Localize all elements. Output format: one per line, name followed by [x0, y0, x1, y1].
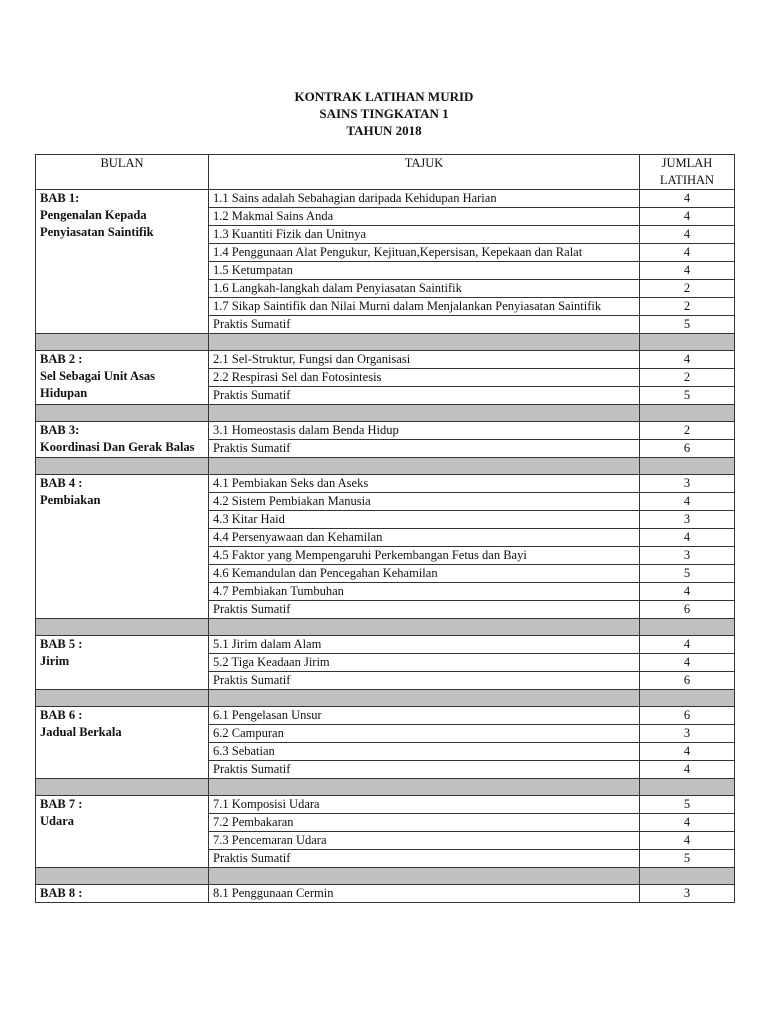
topic-cell: 5.1 Jirim dalam Alam	[209, 636, 640, 654]
separator-cell	[36, 779, 209, 796]
separator-cell	[36, 458, 209, 475]
separator-cell	[209, 405, 640, 422]
exercise-count-cell: 6	[640, 440, 735, 458]
exercise-count-cell: 2	[640, 298, 735, 316]
topic-cell: 4.4 Persenyawaan dan Kehamilan	[209, 529, 640, 547]
topic-cell: Praktis Sumatif	[209, 316, 640, 334]
separator-cell	[640, 405, 735, 422]
separator-cell	[209, 868, 640, 885]
chapter-code: BAB 2 :	[40, 352, 83, 366]
topic-cell: 7.1 Komposisi Udara	[209, 796, 640, 814]
separator-row	[36, 619, 735, 636]
chapter-code: BAB 8 :	[40, 886, 83, 900]
separator-row	[36, 868, 735, 885]
exercise-count-cell: 4	[640, 190, 735, 208]
separator-cell	[640, 779, 735, 796]
exercise-count-cell: 4	[640, 262, 735, 280]
chapter-cell	[36, 796, 209, 868]
table-row	[36, 422, 735, 440]
header-jumlah-line-1: JUMLAH	[661, 156, 713, 170]
table-body	[36, 190, 735, 903]
separator-cell	[209, 458, 640, 475]
header-bulan: BULAN	[36, 155, 209, 190]
separator-cell	[640, 458, 735, 475]
title-line-1: KONTRAK LATIHAN MURID	[294, 89, 474, 104]
topic-cell: 1.3 Kuantiti Fizik dan Unitnya	[209, 226, 640, 244]
topic-cell: 4.3 Kitar Haid	[209, 511, 640, 529]
separator-row	[36, 405, 735, 422]
chapter-name: Koordinasi Dan Gerak Balas	[40, 440, 195, 454]
separator-row	[36, 779, 735, 796]
table-header-row	[36, 155, 735, 190]
exercise-count-cell: 5	[640, 316, 735, 334]
exercise-count-cell: 4	[640, 208, 735, 226]
chapter-cell	[36, 475, 209, 619]
chapter-cell	[36, 707, 209, 779]
exercise-count-cell: 4	[640, 761, 735, 779]
chapter-cell	[36, 636, 209, 690]
exercise-count-cell: 4	[640, 226, 735, 244]
chapter-code: BAB 7 :	[40, 797, 83, 811]
topic-cell: 6.3 Sebatian	[209, 743, 640, 761]
exercise-count-cell: 5	[640, 565, 735, 583]
exercise-count-cell: 4	[640, 743, 735, 761]
chapter-cell	[36, 422, 209, 458]
header-tajuk: TAJUK	[209, 155, 640, 190]
exercise-count-cell: 3	[640, 475, 735, 493]
exercise-count-cell: 6	[640, 672, 735, 690]
topic-cell: Praktis Sumatif	[209, 440, 640, 458]
separator-cell	[209, 690, 640, 707]
separator-row	[36, 690, 735, 707]
topic-cell: 1.1 Sains adalah Sebahagian daripada Kehidupan Harian	[209, 190, 640, 208]
separator-cell	[36, 868, 209, 885]
topic-cell: 7.3 Pencemaran Udara	[209, 832, 640, 850]
title-line-3: TAHUN 2018	[346, 123, 422, 138]
exercise-count-cell: 3	[640, 725, 735, 743]
topic-cell: 1.4 Penggunaan Alat Pengukur, Kejituan,Kepersisan, Kepekaan dan Ralat	[209, 244, 640, 262]
topic-cell: 2.2 Respirasi Sel dan Fotosintesis	[209, 369, 640, 387]
separator-cell	[640, 868, 735, 885]
topic-cell: Praktis Sumatif	[209, 601, 640, 619]
topic-cell: 7.2 Pembakaran	[209, 814, 640, 832]
topic-cell: 2.1 Sel-Struktur, Fungsi dan Organisasi	[209, 351, 640, 369]
exercise-count-cell: 2	[640, 280, 735, 298]
topic-cell: 1.6 Langkah-langkah dalam Penyiasatan Saintifik	[209, 280, 640, 298]
table-row	[36, 351, 735, 369]
title-line-2: SAINS TINGKATAN 1	[319, 106, 449, 121]
topic-cell: Praktis Sumatif	[209, 850, 640, 868]
chapter-code: BAB 6 :	[40, 708, 83, 722]
exercise-count-cell: 5	[640, 387, 735, 405]
separator-cell	[640, 619, 735, 636]
separator-cell	[640, 690, 735, 707]
separator-cell	[36, 405, 209, 422]
chapter-cell	[36, 885, 209, 903]
exercise-count-cell: 4	[640, 529, 735, 547]
topic-cell: 5.2 Tiga Keadaan Jirim	[209, 654, 640, 672]
exercise-count-cell: 4	[640, 583, 735, 601]
chapter-code: BAB 5 :	[40, 637, 83, 651]
exercise-count-cell: 4	[640, 636, 735, 654]
chapter-name: Pembiakan	[40, 493, 101, 507]
topic-cell: 8.1 Penggunaan Cermin	[209, 885, 640, 903]
chapter-name: Pengenalan Kepada Penyiasatan Saintifik	[40, 208, 154, 239]
chapter-name: Udara	[40, 814, 75, 828]
topic-cell: Praktis Sumatif	[209, 387, 640, 405]
topic-cell: Praktis Sumatif	[209, 672, 640, 690]
chapter-cell	[36, 351, 209, 405]
table-row	[36, 636, 735, 654]
exercise-count-cell: 4	[640, 493, 735, 511]
separator-cell	[36, 619, 209, 636]
exercise-count-cell: 5	[640, 850, 735, 868]
header-jumlah-line-2: LATIHAN	[659, 173, 715, 187]
exercise-count-cell: 3	[640, 885, 735, 903]
separator-cell	[36, 690, 209, 707]
contract-table	[35, 154, 735, 903]
document-title	[0, 88, 768, 139]
topic-cell: 3.1 Homeostasis dalam Benda Hidup	[209, 422, 640, 440]
chapter-name: Sel Sebagai Unit Asas Hidupan	[40, 369, 155, 400]
chapter-code: BAB 4 :	[40, 476, 83, 490]
topic-cell: 4.5 Faktor yang Mempengaruhi Perkembangan Fetus dan Bayi	[209, 547, 640, 565]
header-jumlah-latihan	[640, 155, 735, 190]
chapter-code: BAB 3:	[40, 423, 80, 437]
exercise-count-cell: 4	[640, 351, 735, 369]
separator-cell	[209, 779, 640, 796]
exercise-count-cell: 2	[640, 369, 735, 387]
separator-cell	[36, 334, 209, 351]
table-row	[36, 885, 735, 903]
table-row	[36, 190, 735, 208]
exercise-count-cell: 2	[640, 422, 735, 440]
table-row	[36, 475, 735, 493]
separator-row	[36, 334, 735, 351]
chapter-name: Jadual Berkala	[40, 725, 122, 739]
topic-cell: 1.5 Ketumpatan	[209, 262, 640, 280]
exercise-count-cell: 4	[640, 244, 735, 262]
separator-cell	[209, 334, 640, 351]
chapter-name: Jirim	[40, 654, 70, 668]
chapter-code: BAB 1:	[40, 191, 80, 205]
exercise-count-cell: 4	[640, 654, 735, 672]
table-row	[36, 796, 735, 814]
topic-cell: 1.2 Makmal Sains Anda	[209, 208, 640, 226]
exercise-count-cell: 6	[640, 707, 735, 725]
exercise-count-cell: 3	[640, 547, 735, 565]
separator-row	[36, 458, 735, 475]
topic-cell: 4.2 Sistem Pembiakan Manusia	[209, 493, 640, 511]
topic-cell: 4.7 Pembiakan Tumbuhan	[209, 583, 640, 601]
exercise-count-cell: 6	[640, 601, 735, 619]
exercise-count-cell: 4	[640, 814, 735, 832]
exercise-count-cell: 5	[640, 796, 735, 814]
exercise-count-cell: 3	[640, 511, 735, 529]
topic-cell: 1.7 Sikap Saintifik dan Nilai Murni dalam Menjalankan Penyiasatan Saintifik	[209, 298, 640, 316]
separator-cell	[209, 619, 640, 636]
separator-cell	[640, 334, 735, 351]
topic-cell: Praktis Sumatif	[209, 761, 640, 779]
chapter-cell	[36, 190, 209, 334]
topic-cell: 6.2 Campuran	[209, 725, 640, 743]
table-row	[36, 707, 735, 725]
topic-cell: 6.1 Pengelasan Unsur	[209, 707, 640, 725]
exercise-count-cell: 4	[640, 832, 735, 850]
topic-cell: 4.6 Kemandulan dan Pencegahan Kehamilan	[209, 565, 640, 583]
topic-cell: 4.1 Pembiakan Seks dan Aseks	[209, 475, 640, 493]
